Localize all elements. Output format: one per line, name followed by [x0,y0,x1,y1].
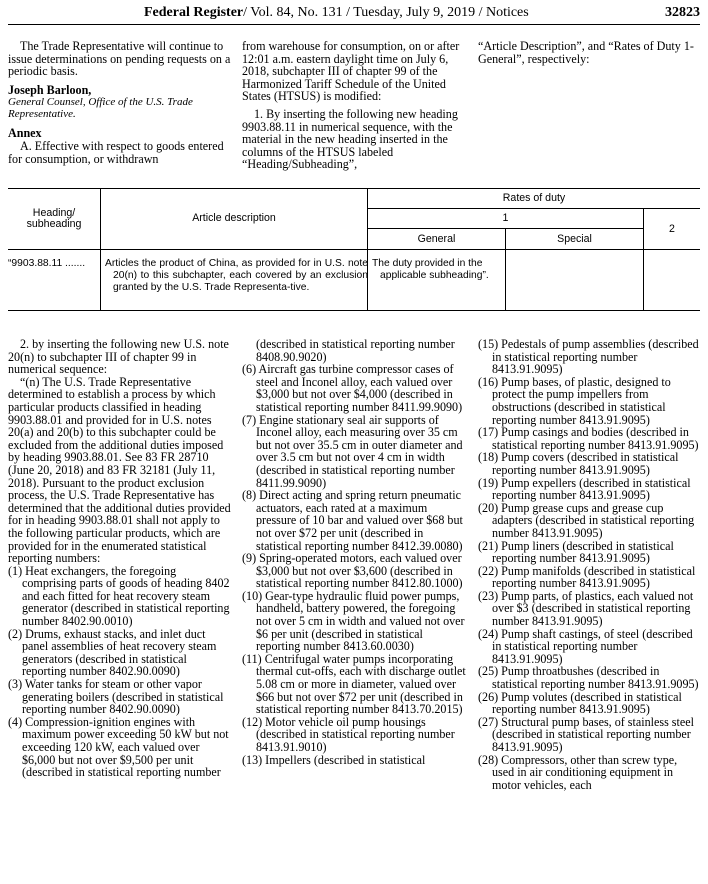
page-header [8,4,700,25]
paragraph: A. Effective with respect to goods entered for consumption, or withdrawn [8,138,224,166]
list-item: (28) Compressors, other than screw type, used in air conditioning equipment in motor vehicles, each [478,752,678,792]
list-item: (18) Pump covers (described in statistical reporting number 8413.91.9095) [478,450,679,477]
top-column-2 [242,40,468,171]
list-item: (4) Compression-ignition engines with maximum power exceeding 50 kW but not exceeding 120 kW, each valued over $6,000 but not over $9,500 per unit (described in statistical reporting number [8,714,229,780]
top-column-3 [478,40,700,65]
bottom-column-3 [478,338,702,791]
paragraph: 1. By inserting the following new heading 9903.88.11 in numerical sequence, with the material in the new heading inserted in the columns of the HTSUS labeled “Heading/Subheading”, [242,106,458,172]
list-item: (20) Pump grease cups and grease cup adapters (described in statistical reporting number 8413.91.9095) [478,500,695,540]
list-item: (12) Motor vehicle oil pump housings (described in statistical reporting number 8413.91.9010) [242,714,455,754]
list-item: (11) Centrifugal water pumps incorporating thermal cut-offs, each with discharge outlet 5.08 cm or more in diameter, valued over $66 but not over $72 per unit (described in statistical reporting number 8413.70.2015) [242,651,466,717]
list-item: (26) Pump volutes (described in statistical reporting number 8413.91.9095) [478,689,682,717]
list-item: (23) Pump parts, of plastics, each valued not over $3 (described in statistical reporting number 8413.91.9095) [478,588,694,629]
list-item: (24) Pump shaft castings, of steel (described in statistical reporting number 8413.91.9095) [478,626,693,666]
list-item: (22) Pump manifolds (described in statistical reporting number 8413.91.9095) [478,563,696,591]
list-item: (6) Aircraft gas turbine compressor cases of steel and Inconel alloy, each valued over $3,000 but not over $4,000 (described in statistical reporting number 8411.99.9090) [242,362,463,414]
list-item: (7) Engine stationary seal air supports of Inconel alloy, each measuring over 35 cm but not over 35.5 cm in outer diameter and over 3.5 cm but not over 4 cm in width (described in statistical reporting number 8411.99.9090) [242,412,463,490]
paragraph: The Trade Representative will continue to issue determinations on pending requests on a periodic basis. [8,39,231,79]
column-header-rate-1: 1 [502,212,509,224]
exclusion-list [242,338,470,766]
list-item: (27) Structural pump bases, of stainless steel (described in statistical reporting number 8413.91.9095) [478,714,694,754]
paragraph: “Article Description”, and “Rates of Duty 1-General”, respectively: [478,39,694,66]
list-item: (17) Pump casings and bodies (described in statistical reporting number 8413.91.9095) [478,425,699,452]
table-cell-heading: “9903.88.11 ....... [8,258,86,269]
list-item: (2) Drums, exhaust stacks, and inlet duct panel assemblies of heat recovery steam generators (described in statistical reporting number 8402.90.0090) [8,626,217,679]
column-header-rates: Rates of duty [502,192,566,204]
signer-title: General Counsel, Office of the U.S. Trade Representative. [8,96,193,121]
list-item: (21) Pump liners (described in statistical reporting number 8413.91.9095) [478,538,674,566]
tariff-table [8,188,700,311]
exclusion-list [8,565,232,779]
column-header-general: General [417,233,456,245]
table-cell-general: The duty provided in the applicable subheading”. [372,258,489,282]
paragraph: from warehouse for consumption, on or after 12:01 a.m. eastern daylight time on July 6, 2018, subchapter III of chapter 99 of the Harmonized Tariff Schedule of the United States (HTSUS) is modified: [242,39,460,104]
signer-name: Joseph Barloon, [8,82,92,97]
bottom-column-2 [242,338,470,766]
exclusion-list [478,338,702,791]
list-item: (3) Water tanks for steam or other vapor generating boilers (described in statistical reporting number 8402.90.0090) [8,677,224,717]
paragraph: 2. by inserting the following new U.S. note 20(n) to subchapter III of chapter 99 in numerical sequence: [8,337,229,377]
list-item: (1) Heat exchangers, the foregoing comprising parts of goods of heading 8402 and each fitted for heat recovery steam generator (described in statistical reporting number 8402.90.0010) [8,563,230,629]
paragraph: “(n) The U.S. Trade Representative determined to establish a process by which particular products classified in heading 9903.88.01 and provided for in U.S. notes 20(a) and 20(b) to this subchapter could be excluded from the additional duties imposed by heading 9903.88.01. See 83 FR 28710 (June 20, 2018) and 83 FR 32181 (July 11, 2018). Pursuant to the product exclusion process, the U.S. Trade Representative has determined that the additional duties provided for in heading 9903.88.01 shall not apply to the following particular products, which are provided for in the enumerated statistical reporting numbers: [8,374,231,566]
list-item: (25) Pump throatbushes (described in statistical reporting number 8413.91.9095) [478,664,699,692]
list-item: (15) Pedestals of pump assemblies (described in statistical reporting number 8413.91.9095) [478,337,699,377]
list-item: (8) Direct acting and spring return pneumatic actuators, each rated at a maximum pressure of 10 bar and valued over $68 but not over $72 per unit (described in statistical reporting number 8412.39.0080) [242,488,463,553]
list-item: (13) Impellers (described in statistical [242,752,426,767]
list-item: (19) Pump expellers (described in statistical reporting number 8413.91.9095) [478,475,691,503]
table-cell-article: Articles the product of China, as provided for in U.S. note 20(n) to this subchapter, each covered by an exclusion granted by the U.S. Trade Representa-tive. [105,258,368,294]
column-header-article: Article description [192,212,276,224]
bottom-column-1 [8,338,232,779]
page-number: 32823 [665,5,700,20]
list-item: (16) Pump bases, of plastic, designed to protect the pump impellers from obstructions (described in statistical reporting number 8413.91.9095) [478,374,671,427]
column-header-special: Special [557,233,592,245]
column-header-rate-2: 2 [669,223,675,235]
list-item: (10) Gear-type hydraulic fluid power pumps, handheld, battery powered, the foregoing not over 5 cm in width and valued not over $6 per unit (described in statistical reporting number 8413.60.0030) [242,588,465,654]
annex-heading: Annex [8,126,42,141]
issue-info: / Vol. 84, No. 131 / Tuesday, July 9, 2019 / Notices [243,5,529,20]
list-item: (described in statistical reporting number 8408.90.9020) [256,337,455,364]
publication-name: Federal Register [144,5,244,20]
top-column-1 [8,40,232,165]
running-head [144,5,529,21]
list-item: (9) Spring-operated motors, each valued over $3,000 but not over $3,600 (described in statistical reporting number 8412.80.1000) [242,551,463,591]
column-header-heading: Heading/ subheading [26,207,82,230]
